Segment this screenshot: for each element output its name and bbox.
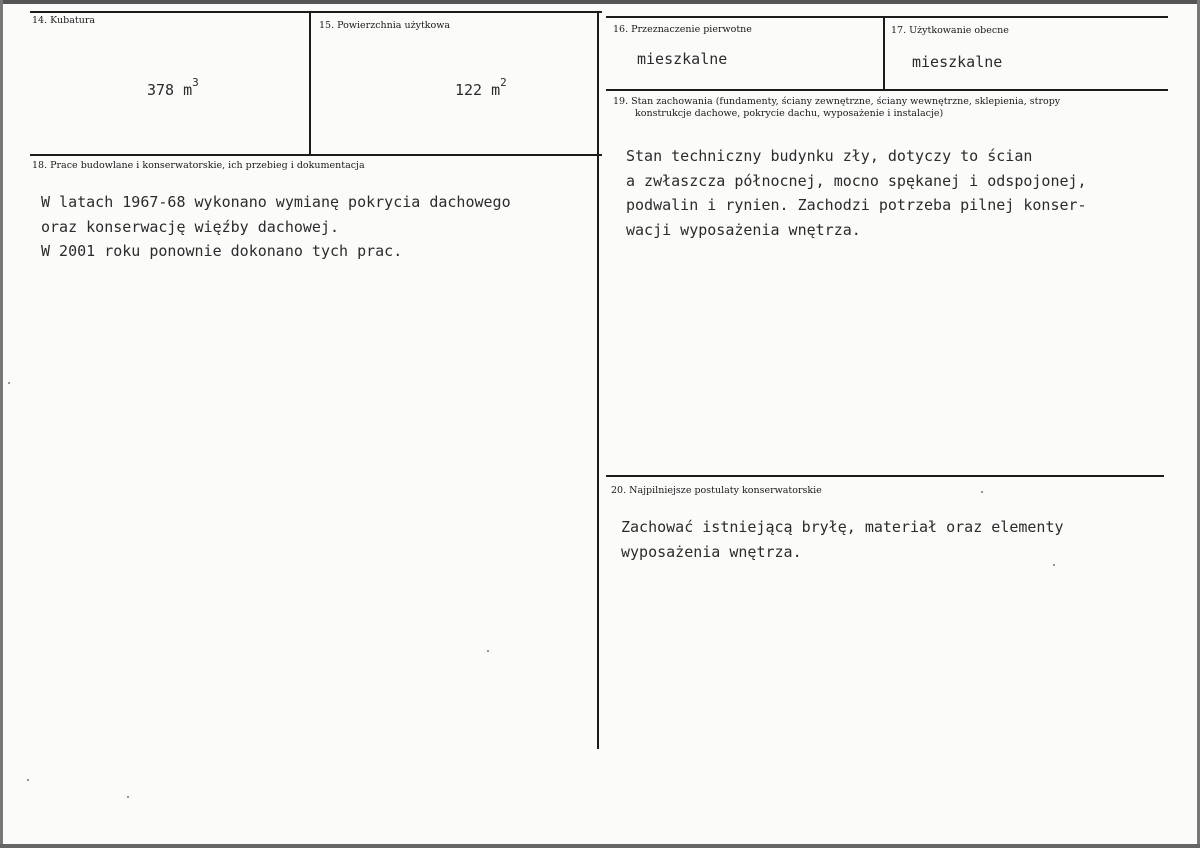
- field-16-label: 16. Przeznaczenie pierwotne: [613, 24, 752, 35]
- field-15-label: 15. Powierzchnia użytkowa: [319, 20, 451, 31]
- card-edge-left: [0, 0, 3, 848]
- field-14-label: 14. Kubatura: [32, 15, 96, 26]
- field-18-line: W latach 1967-68 wykonano wymianę pokrycia dachowego: [41, 193, 511, 211]
- rule-divider-main: [597, 11, 599, 749]
- field-15-exponent: 2: [500, 76, 507, 89]
- field-19-line: a zwłaszcza północnej, mocno spękanej i odspojonej,: [626, 171, 1087, 190]
- rule-divider-16-17: [883, 16, 885, 90]
- scan-speck: [8, 382, 10, 384]
- field-14-exponent: 3: [192, 76, 199, 89]
- card-edge-bottom: [0, 844, 1200, 848]
- scan-speck: [1053, 564, 1055, 566]
- field-18-label: 18. Prace budowlane i konserwatorskie, ich przebieg i dokumentacja: [32, 160, 365, 171]
- field-17-label: 17. Użytkowanie obecne: [891, 25, 1009, 36]
- rule-top-left: [30, 11, 602, 13]
- field-19-line: podwalin i rynien. Zachodzi potrzeba pilnej konser-: [626, 196, 1087, 214]
- field-19-line: wacji wyposażenia wnętrza.: [626, 220, 861, 239]
- rule-below-14-15: [30, 154, 602, 156]
- scan-speck: [127, 796, 129, 798]
- field-19-label-line-1: 19. Stan zachowania (fundamenty, ściany zewnętrzne, ściany wewnętrzne, sklepienia, stropy: [613, 96, 1061, 107]
- card-edge-top: [0, 0, 1200, 4]
- field-19-text: [626, 144, 1087, 242]
- rule-divider-14-15: [309, 11, 311, 154]
- field-19-label-line-2: konstrukcje dachowe, pokrycie dachu, wyposażenie i instalacje): [635, 108, 944, 119]
- field-17-value: mieszkalne: [912, 53, 1003, 71]
- scan-speck: [27, 779, 29, 781]
- field-20-text: [621, 515, 1064, 564]
- field-14-number: 378 m: [147, 81, 193, 99]
- field-20-line: Zachować istniejącą bryłę, materiał oraz elementy: [621, 518, 1064, 536]
- field-18-line: W 2001 roku ponownie dokonano tych prac.: [41, 242, 403, 260]
- rule-below-16-17: [606, 89, 1168, 91]
- field-19-line: Stan techniczny budynku zły, dotyczy to ścian: [626, 147, 1033, 165]
- field-20-label: 20. Najpilniejsze postulaty konserwatorskie: [611, 485, 822, 496]
- field-15-number: 122 m: [455, 81, 501, 99]
- rule-above-20: [606, 475, 1164, 477]
- field-14-value: [147, 76, 199, 99]
- field-20-line: wyposażenia wnętrza.: [621, 542, 802, 561]
- field-16-value: mieszkalne: [637, 50, 728, 68]
- rule-top-right: [606, 16, 1168, 18]
- field-15-value: [455, 76, 507, 99]
- scan-speck: [981, 491, 983, 493]
- field-18-line: oraz konserwację więźby dachowej.: [41, 217, 340, 236]
- scan-speck: [487, 650, 489, 652]
- field-18-text: [41, 190, 511, 264]
